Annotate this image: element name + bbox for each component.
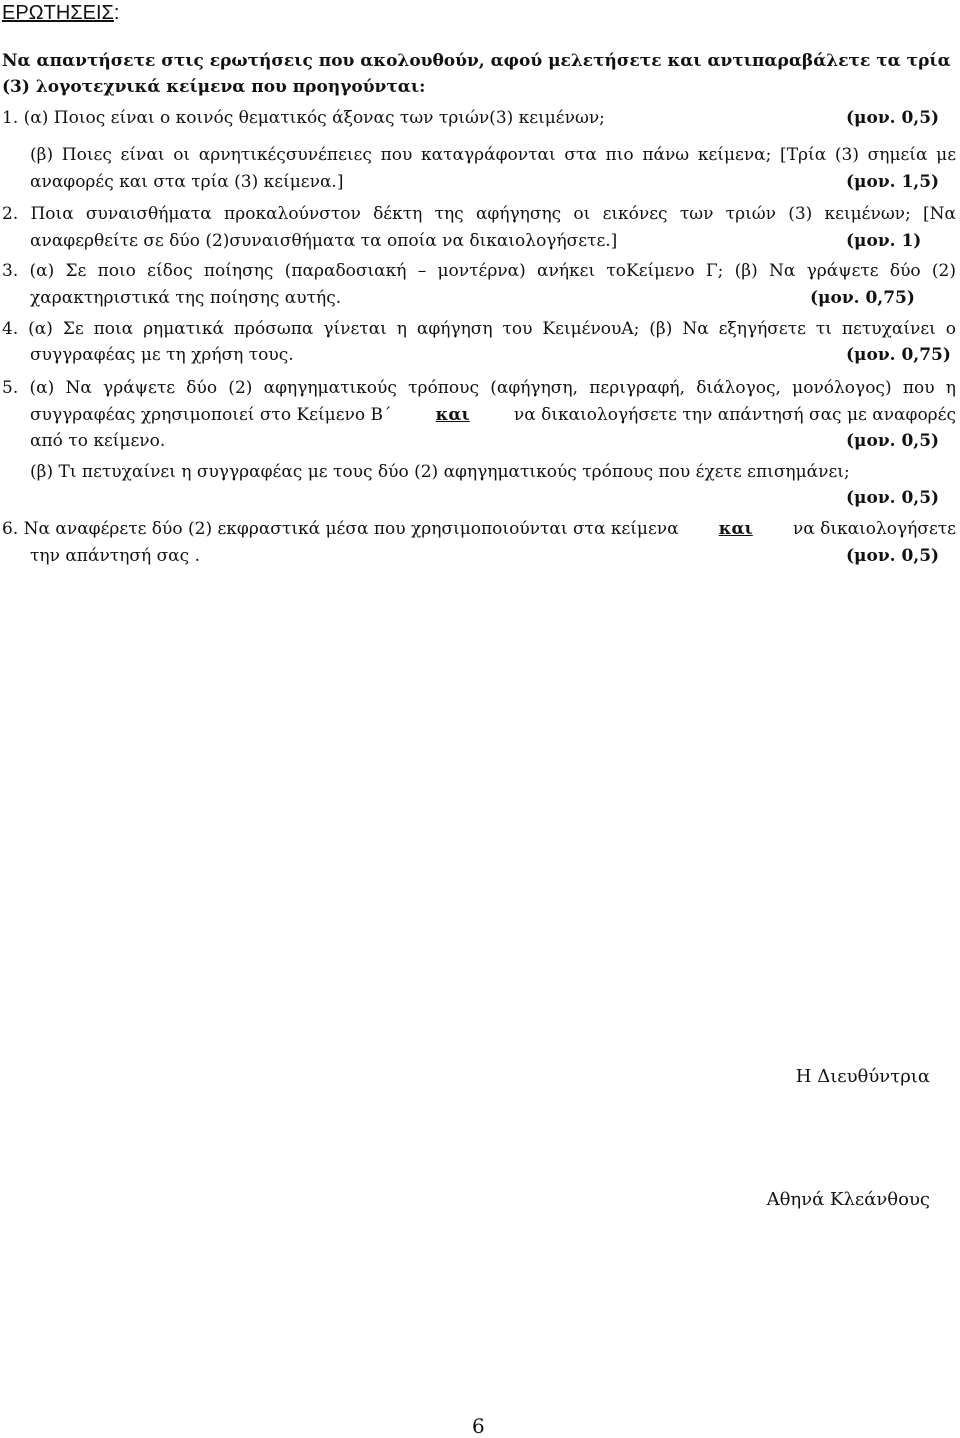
question-3-marks: (μον. 0,75) <box>810 288 915 308</box>
question-5a-emphasis: και <box>435 405 470 425</box>
heading-text: ΕΡΩΤΗΣΕΙΣ <box>2 2 114 24</box>
section-heading <box>2 2 119 25</box>
question-5a-marks: (μον. 0,5) <box>846 431 940 451</box>
question-5a-line-3: από το κείμενο. <box>30 431 166 451</box>
page-number: 6 <box>472 1414 485 1438</box>
instructions: Να απαντήσετε στις ερωτήσεις που ακολουθούν, αφού μελετήσετε και αντιπαραβάλετε τα τρία (3) λογοτεχνικά κείμενα που προηγούνται: <box>2 51 951 97</box>
question-5a-line-2-start: συγγραφέας χρησιμοποιεί στο Κείμενο Β΄ <box>30 405 392 425</box>
question-6-line-1 <box>2 516 956 542</box>
question-5a-line-2 <box>30 402 956 428</box>
question-6-line-1-start: 6. Να αναφέρετε δύο (2) εκφραστικά μέσα που χρησιμοποιούνται στα κείμενα <box>2 519 679 539</box>
question-1a-marks: (μον. 0,5) <box>846 108 940 128</box>
question-2-marks: (μον. 1) <box>846 231 922 251</box>
question-6-marks: (μον. 0,5) <box>846 546 940 566</box>
question-6-line-1-end: να δικαιολογήσετε <box>792 519 956 539</box>
question-5a-line-1: 5. (α) Να γράψετε δύο (2) αφηγηματικούς τρόπους (αφήγηση, περιγραφή, διάλογος, μονόλογος) που η <box>2 378 956 398</box>
question-3-line-2: χαρακτηριστικά της ποίησης αυτής. <box>30 288 342 308</box>
question-6-line-2: την απάντησή σας . <box>30 546 200 566</box>
question-2-line-2: αναφερθείτε σε δύο (2)συναισθήματα τα οποία να δικαιολογήσετε.] <box>30 231 618 251</box>
question-1b-line-2: αναφορές και στα τρία (3) κείμενα.] <box>30 172 344 192</box>
question-1a: 1. (α) Ποιος είναι ο κοινός θεματικός άξονας των τριών(3) κειμένων; <box>2 108 605 128</box>
question-5b: (β) Τι πετυχαίνει η συγγραφέας με τους δύο (2) αφηγηματικούς τρόπους που έχετε επισημάνει; <box>30 462 850 482</box>
signature-name: Αθηνά Κλεάνθους <box>766 1189 930 1210</box>
question-5b-marks: (μον. 0,5) <box>846 488 940 508</box>
signature-title: Η Διευθύντρια <box>795 1066 930 1087</box>
question-1b-marks: (μον. 1,5) <box>846 172 940 192</box>
question-4-marks: (μον. 0,75) <box>846 345 951 365</box>
question-2-line-1: 2. Ποια συναισθήματα προκαλούνστον δέκτη της αφήγησης οι εικόνες των τριών (3) κειμένων; [Να <box>2 204 956 224</box>
heading-suffix: : <box>113 2 120 24</box>
question-4-line-2: συγγραφέας με τη χρήση τους. <box>30 345 294 365</box>
question-4-line-1: 4. (α) Σε ποια ρηματικά πρόσωπα γίνεται η αφήγηση του ΚειμένουΑ; (β) Να εξηγήσετε τι πετυχαίνει ο <box>2 319 956 339</box>
question-1b-line-1: (β) Ποιες είναι οι αρνητικέςσυνέπειες που καταγράφονται στα πιο πάνω κείμενα; [Τρία (3) σημεία με <box>30 145 956 165</box>
question-3-line-1: 3. (α) Σε ποιο είδος ποίησης (παραδοσιακή – μοντέρνα) ανήκει τοΚείμενο Γ; (β) Να γράψετε δύο (2) <box>2 261 956 281</box>
question-6-emphasis: και <box>718 519 753 539</box>
question-5a-line-2-end: να δικαιολογήσετε την απάντησή σας με αναφορές <box>513 405 956 425</box>
